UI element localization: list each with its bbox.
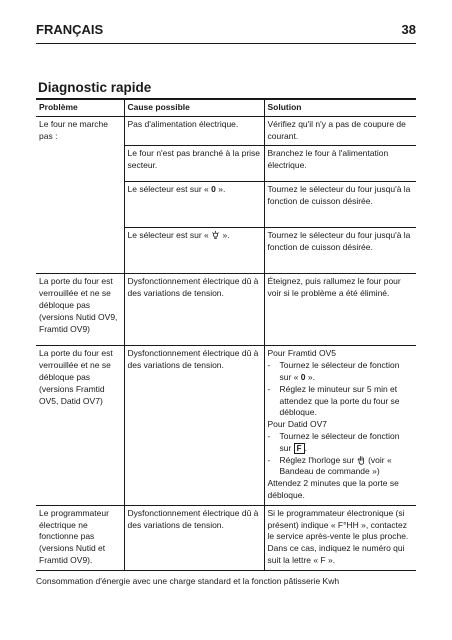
table-row	[36, 346, 416, 505]
solution-cell	[264, 346, 416, 505]
section-title: Diagnostic rapide	[38, 80, 152, 95]
hand-icon	[357, 455, 366, 465]
problem-cell: Le programmateur électrique ne fonctionne pas (versions Nutid et Framtid OV9).	[36, 505, 124, 570]
page-number: 38	[401, 22, 416, 37]
language-label: FRANÇAIS	[36, 22, 104, 37]
solution-step: - Réglez l'horloge sur (voir « Bandeau de commande »)	[267, 454, 392, 477]
footer-note: Consommation d'énergie avec une charge standard et la fonction pâtisserie Kwh	[36, 576, 340, 586]
cause-cell: Dysfonctionnement électrique dû à des variations de tension.	[124, 274, 264, 346]
table-row	[36, 116, 416, 146]
cause-cell: Le sélecteur est sur « ».	[124, 228, 264, 274]
solution-step: - Tournez le sélecteur de fonction sur F .	[267, 430, 400, 453]
solution-line: Si le programmateur électronique (si présent) indique « F°HH », contactez le service après-vente le plus proche.	[267, 507, 409, 542]
header-problem: Problème	[36, 100, 124, 116]
header-rule	[36, 43, 416, 44]
solution-cell: Tournez le sélecteur du four jusqu'à la fonction de cuisson désirée.	[264, 182, 416, 228]
cause-cell: Pas d'alimentation électrique.	[124, 116, 264, 146]
quick-diagnostic-table	[36, 100, 416, 571]
table-header-row	[36, 100, 416, 116]
problem-cell: La porte du four est verrouillée et ne se débloque pas (versions Framtid OV5, Datid OV7)	[36, 346, 124, 505]
cause-cell: Dysfonctionnement électrique dû à des variations de tension.	[124, 346, 264, 505]
header-cause: Cause possible	[124, 100, 264, 116]
cause-cell: Dysfonctionnement électrique dû à des variations de tension.	[124, 505, 264, 570]
cause-cell: Le sélecteur est sur « 0 ».	[124, 182, 264, 228]
solution-step: - Tournez le sélecteur de fonction sur « 0 ».	[267, 360, 400, 382]
table-row	[36, 505, 416, 570]
solution-cell: Tournez le sélecteur du four jusqu'à la fonction de cuisson désirée.	[264, 228, 416, 274]
problem-cell: Le four ne marche pas :	[39, 118, 108, 141]
solution-line: Attendez 2 minutes que la porte se débloque.	[267, 478, 399, 500]
f-mode-symbol: F	[294, 443, 305, 454]
header-solution: Solution	[264, 100, 416, 116]
solution-line: Pour Datid OV7	[267, 419, 328, 430]
solution-cell	[264, 505, 416, 570]
solution-cell: Branchez le four à l'alimentation électrique.	[264, 146, 416, 182]
table-row	[36, 274, 416, 346]
solution-cell: Vérifiez qu'il n'y a pas de coupure de courant.	[264, 116, 416, 146]
solution-step: - Réglez le minuteur sur 5 min et attendez que la porte du four se débloque.	[267, 383, 400, 418]
solution-line: Pour Framtid OV5	[267, 348, 336, 359]
cause-cell: Le four n'est pas branché à la prise secteur.	[124, 146, 264, 182]
lamp-symbol-icon	[211, 230, 220, 240]
problem-cell: La porte du four est verrouillée et ne se débloque pas (versions Nutid OV9, Framtid OV9)	[36, 274, 124, 346]
solution-cell: Éteignez, puis rallumez le four pour voir si le problème a été éliminé.	[264, 274, 416, 346]
solution-line: Dans ce cas, indiquez le numéro qui suit la lettre « F ».	[267, 543, 405, 565]
